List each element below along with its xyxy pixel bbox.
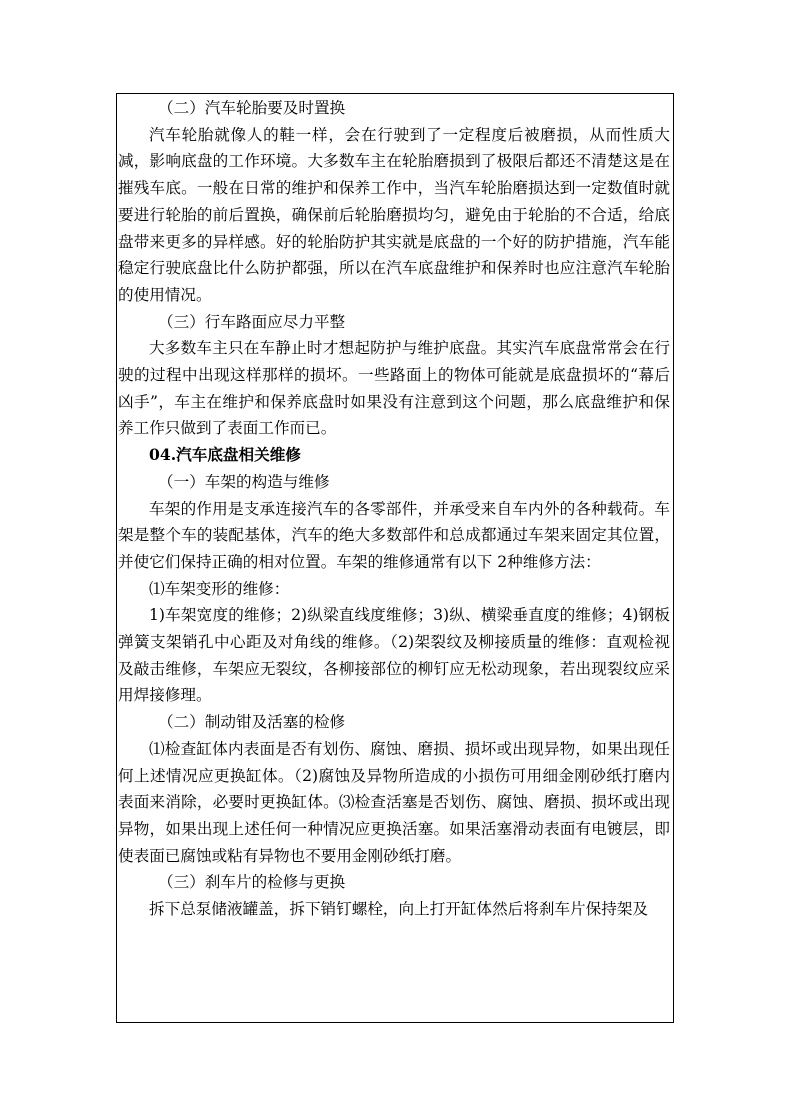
- chapter-heading-chassis-repair: 04.汽车底盘相关维修: [149, 445, 301, 465]
- paragraph-caliper-inspection: ⑴检查缸体内表面是否有划伤、腐蚀、磨损、损坏或出现异物，如果出现任何上述情况应更换缸体。（2)腐蚀及异物所造成的小损伤可用细金刚砂纸打磨内表面来消除，必要时更换缸体。⑶检查活塞是否划伤、腐蚀、磨损、损坏或出现异物，如果出现上述任何一种情况应更换活塞。如果活塞滑动表面有电镀层，即使表面已腐蚀或粘有异物也不要用金刚砂纸打磨。: [118, 739, 670, 865]
- paragraph-brake-pad-removal: 拆下总泵储液罐盖，拆下销钉螺栓，向上打开缸体然后将刹车片保持架及: [149, 900, 649, 919]
- section-heading-road-surface: （三）行车路面应尽力平整: [158, 312, 346, 331]
- section-heading-caliper-piston: （二）制动钳及活塞的检修: [158, 713, 346, 732]
- paragraph-frame-deformation-title: ⑴车架变形的维修：: [149, 579, 290, 598]
- document-body: [118, 95, 670, 923]
- paragraph-tire-rotation: 汽车轮胎就像人的鞋一样，会在行驶到了一定程度后被磨损，从而性质大减，影响底盘的工作环境。大多数车主在轮胎磨损到了极限后都还不清楚这是在摧残车底。一般在日常的维护和保养工作中，当汽车轮胎磨损达到一定数值时就要进行轮胎的前后置换，确保前后轮胎磨损均匀，避免由于轮胎的不合适，给底盘带来更多的异样感。好的轮胎防护其实就是底盘的一个好的防护措施，汽车能稳定行驶底盘比什么防护都强，所以在汽车底盘维护和保养时也应注意汽车轮胎的使用情况。: [118, 125, 670, 304]
- section-heading-tire-rotation: （二）汽车轮胎要及时置换: [158, 99, 346, 117]
- paragraph-frame-function: 车架的作用是支承连接汽车的各零部件，并承受来自车内外的各种载荷。车架是整个车的装配基体，汽车的绝大多数部件和总成都通过车架来固定其位置，并使它们保持正确的相对位置。车架的维修通常有以下 2种维修方法：: [118, 499, 670, 571]
- section-heading-brake-pads: （三）刹车片的检修与更换: [158, 873, 346, 892]
- paragraph-frame-repair-steps: 1)车架宽度的维修；2)纵梁直线度维修；3)纵、横梁垂直度的维修；4)钢板弹簧支架销孔中心距及对角线的维修。（2)架裂纹及柳接质量的维修：直观检视及敲击维修，车架应无裂纹，各柳接部位的柳钉应无松动现象，若出现裂纹应采用焊接修理。: [118, 606, 670, 705]
- paragraph-road-surface: 大多数车主只在车静止时才想起防护与维护底盘。其实汽车底盘常常会在行驶的过程中出现这样那样的损坏。一些路面上的物体可能就是底盘损坏的“幕后凶手”，车主在维护和保养底盘时如果没有注意到这个问题，那么底盘维护和保养工作只做到了表面工作而已。: [118, 339, 670, 438]
- section-heading-frame: （一）车架的构造与维修: [158, 472, 330, 491]
